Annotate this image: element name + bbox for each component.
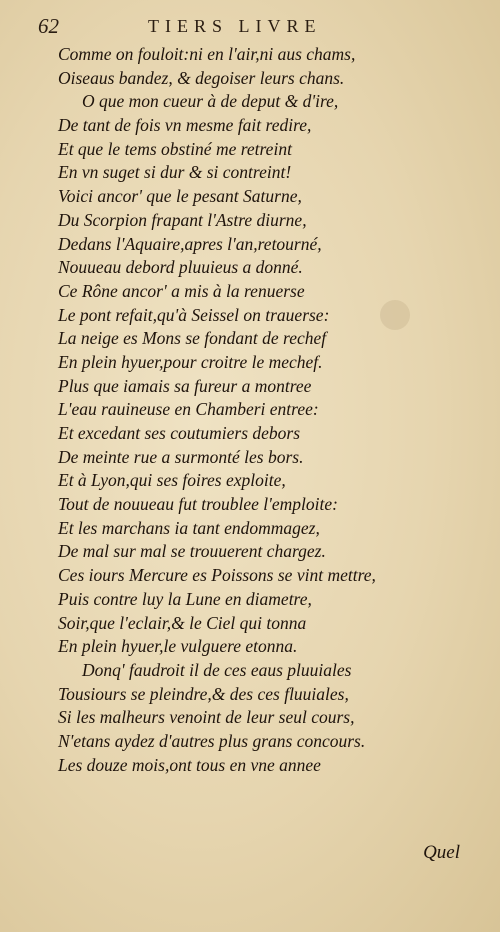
verse-line: Ce Rône ancor' a mis à la renuerse <box>58 280 305 301</box>
verse-line: Dedans l'Aquaire,apres l'an,retourné, <box>58 233 322 254</box>
verse-line: Plus que iamais sa fureur a montree <box>58 375 312 396</box>
verse-line: L'eau rauineuse en Chamberi entree: <box>58 399 319 420</box>
verse-line: De meinte rue a surmonté les bors. <box>58 446 304 467</box>
verse-line: Voici ancor' que le pesant Saturne, <box>58 186 302 207</box>
verse-line: Ces iours Mercure es Poissons se vint mettre, <box>58 565 376 586</box>
verse-line: Et les marchans ia tant endommagez, <box>58 517 320 538</box>
verse-line: Le pont refait,qu'à Seissel on trauerse: <box>58 304 330 325</box>
page-header <box>38 14 440 42</box>
verse-line: En plein hyuer,le vulguere etonna. <box>58 636 298 657</box>
verse-line: Si les malheurs venoint de leur seul cours, <box>58 707 355 728</box>
verse-line: Comme on fouloit:ni en l'air,ni aus chams, <box>58 44 356 64</box>
running-title: TIERS LIVRE <box>148 16 322 36</box>
page-number: 62 <box>38 14 59 38</box>
verse-line: Soir,que l'eclair,& le Ciel qui tonna <box>58 612 307 633</box>
verse-line: Donq' faudroit il de ces eaus pluuiales <box>82 659 352 680</box>
verse-line: La neige es Mons se fondant de rechef <box>58 328 327 349</box>
verse-line: De tant de fois vn mesme fait redire, <box>58 115 312 136</box>
verse-line: N'etans aydez d'autres plus grans concours. <box>58 730 366 751</box>
verse-line: Tousiours se pleindre,& des ces fluuiales, <box>58 683 349 704</box>
verse-line: Tout de nouueau fut troublee l'emploite: <box>58 494 338 515</box>
poem-verses <box>58 43 460 777</box>
verse-line: Les douze mois,ont tous en vne annee <box>58 754 321 775</box>
verse-line: Et à Lyon,qui ses foires exploite, <box>58 470 286 491</box>
verse-line: Puis contre luy la Lune en diametre, <box>58 588 312 609</box>
catchword: Quel <box>423 842 460 863</box>
verse-line: O que mon cueur à de deput & d'ire, <box>82 91 339 112</box>
verse-line: Et que le tems obstiné me retreint <box>58 138 292 159</box>
verse-line: Et excedant ses coutumiers debors <box>58 423 301 443</box>
verse-line: Du Scorpion frapant l'Astre diurne, <box>58 209 307 230</box>
verse-line: De mal sur mal se trouuerent chargez. <box>58 541 326 562</box>
verse-line: En plein hyuer,pour croitre le mechef. <box>58 351 323 372</box>
verse-line: Nouueau debord pluuieus a donné. <box>58 257 303 278</box>
verse-line: En vn suget si dur & si contreint! <box>58 162 292 183</box>
verse-line: Oiseaus bandez, & degoiser leurs chans. <box>58 67 345 88</box>
